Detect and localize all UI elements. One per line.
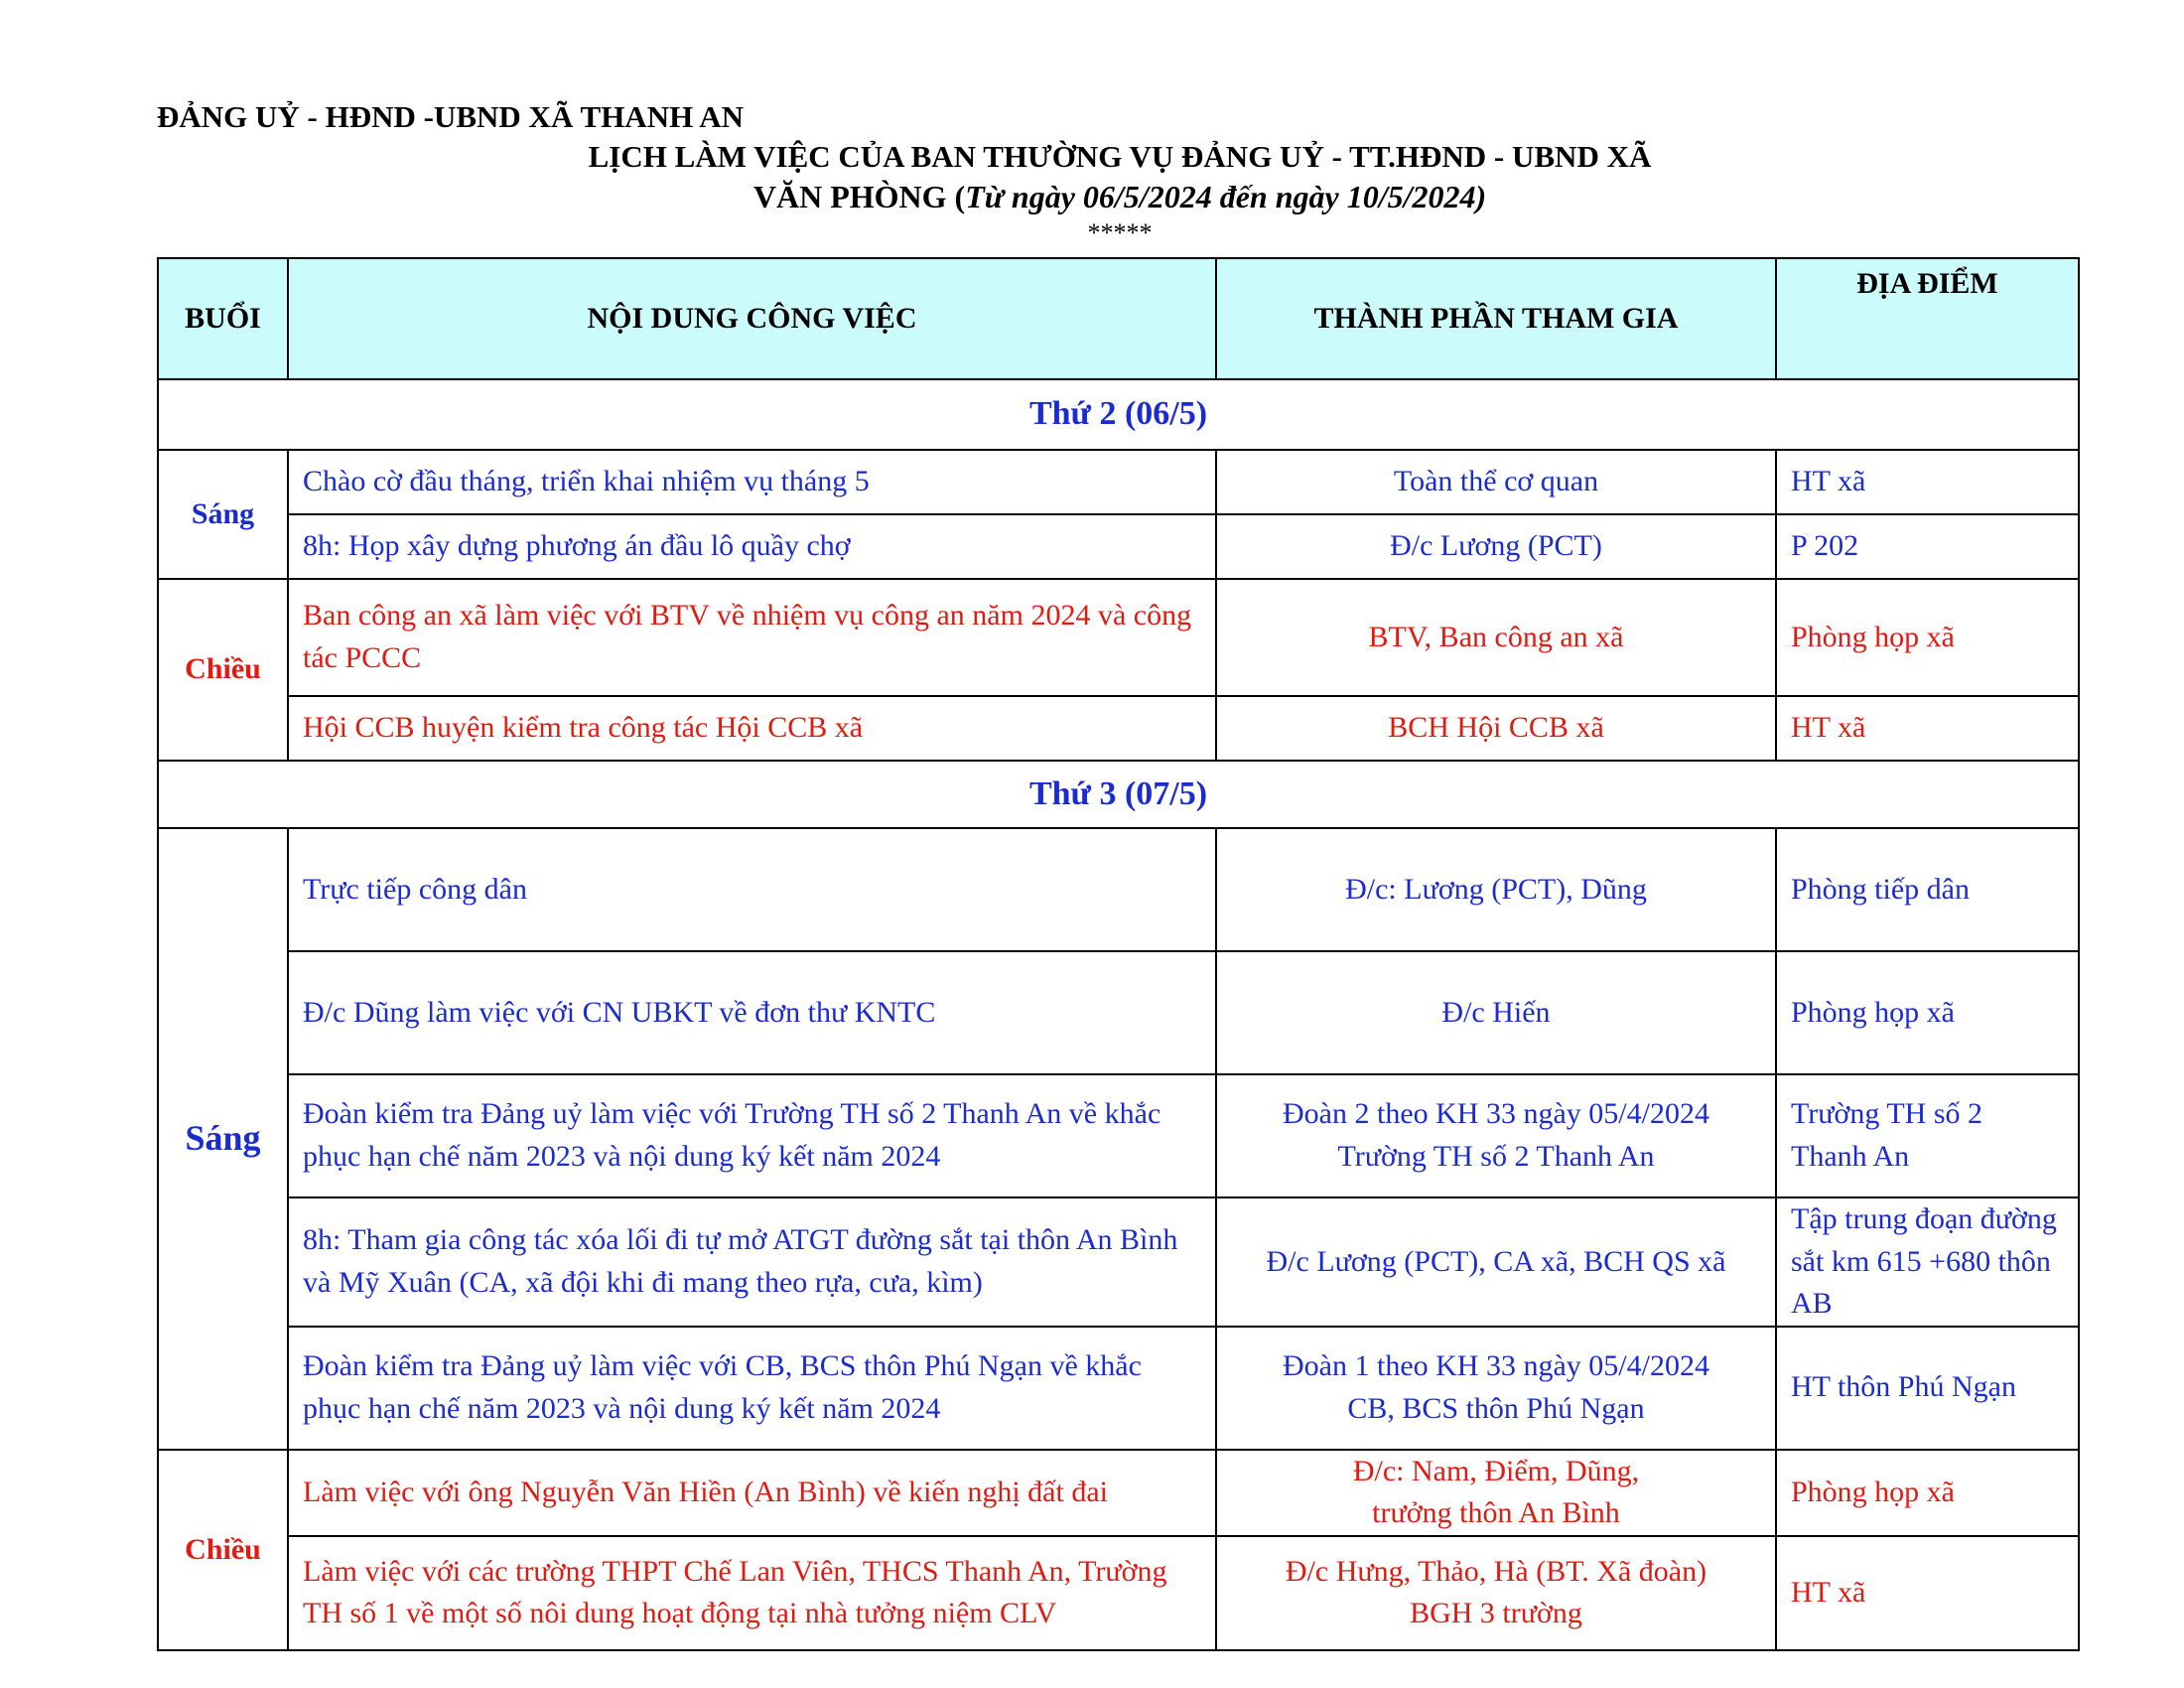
participants-line: BGH 3 trường [1410, 1597, 1582, 1630]
task-location: P 202 [1776, 514, 2079, 579]
day-row [158, 379, 2079, 450]
task-participants [1216, 1450, 1776, 1536]
session-afternoon: Chiều [158, 579, 288, 761]
table-row [158, 828, 2079, 951]
task-content: Ban công an xã làm việc với BTV về nhiệm vụ công an năm 2024 và công tác PCCC [288, 579, 1216, 696]
date-range: Từ ngày 06/5/2024 đến ngày 10/5/2024) [965, 179, 1487, 214]
day-label: Thứ 2 (06/5) [158, 379, 2079, 450]
column-header-session: BUỔI [158, 258, 288, 379]
participants-line: Đ/c: Nam, Điểm, Dũng, [1352, 1454, 1640, 1487]
table-row [158, 1536, 2079, 1650]
table-row [158, 514, 2079, 579]
subtitle-prefix: VĂN PHÒNG ( [752, 179, 966, 214]
task-content: Làm việc với ông Nguyễn Văn Hiền (An Bình) về kiến nghị đất đai [288, 1450, 1216, 1536]
table-row [158, 1074, 2079, 1197]
task-participants: BTV, Ban công an xã [1216, 579, 1776, 696]
column-header-content: NỘI DUNG CÔNG VIỆC [288, 258, 1216, 379]
task-participants: BCH Hội CCB xã [1216, 696, 1776, 761]
table-row [158, 1197, 2079, 1327]
table-row [158, 579, 2079, 696]
task-content: Trực tiếp công dân [288, 828, 1216, 951]
day-row [158, 761, 2079, 828]
task-location: Trường TH số 2 Thanh An [1776, 1074, 2079, 1197]
table-row [158, 696, 2079, 761]
task-participants [1216, 1536, 1776, 1650]
separator-stars: ***** [1087, 218, 1153, 247]
participants-line: Trường TH số 2 Thanh An [1337, 1140, 1655, 1173]
task-location: HT xã [1776, 696, 2079, 761]
participants-line: Đoàn 2 theo KH 33 ngày 05/4/2024 [1283, 1097, 1709, 1131]
schedule-subtitle [157, 179, 2083, 215]
schedule-table [157, 257, 2080, 1651]
session-morning: Sáng [158, 450, 288, 579]
task-location: Phòng họp xã [1776, 1450, 2079, 1536]
task-location: HT xã [1776, 1536, 2079, 1650]
task-participants [1216, 1074, 1776, 1197]
table-row [158, 1327, 2079, 1450]
column-header-participants: THÀNH PHẦN THAM GIA [1216, 258, 1776, 379]
task-content: 8h: Tham gia công tác xóa lối đi tự mở ATGT đường sắt tại thôn An Bình và Mỹ Xuân (CA, xã đội khi đi mang theo rựa, cưa, kìm) [288, 1197, 1216, 1327]
task-content: Chào cờ đầu tháng, triển khai nhiệm vụ tháng 5 [288, 450, 1216, 514]
schedule-title: LỊCH LÀM VIỆC CỦA BAN THƯỜNG VỤ ĐẢNG UỶ - TT.HĐND - UBND XÃ [588, 139, 1652, 174]
column-header-location: ĐỊA ĐIỂM [1776, 258, 2079, 379]
task-participants [1216, 1327, 1776, 1450]
task-participants: Toàn thể cơ quan [1216, 450, 1776, 514]
participants-line: Đoàn 1 theo KH 33 ngày 05/4/2024 [1283, 1349, 1709, 1383]
task-location: Phòng họp xã [1776, 579, 2079, 696]
task-content: Làm việc với các trường THPT Chế Lan Viên, THCS Thanh An, Trường TH số 1 về một số nôi dung hoạt động tại nhà tưởng niệm CLV [288, 1536, 1216, 1650]
session-morning: Sáng [158, 828, 288, 1450]
day-label: Thứ 3 (07/5) [158, 761, 2079, 828]
participants-line: trưởng thôn An Bình [1372, 1496, 1620, 1530]
table-header-row [158, 258, 2079, 379]
task-content: Đoàn kiểm tra Đảng uỷ làm việc với CB, BCS thôn Phú Ngạn về khắc phục hạn chế năm 2023 và nội dung ký kết năm 2024 [288, 1327, 1216, 1450]
task-content: 8h: Họp xây dựng phương án đầu lô quầy chợ [288, 514, 1216, 579]
task-location: Phòng họp xã [1776, 951, 2079, 1074]
task-participants: Đ/c: Lương (PCT), Dũng [1216, 828, 1776, 951]
organization-name: ĐẢNG UỶ - HĐND -UBND XÃ THANH AN [157, 99, 745, 134]
task-location: Phòng tiếp dân [1776, 828, 2079, 951]
participants-line: Đ/c Hưng, Thảo, Hà (BT. Xã đoàn) [1285, 1554, 1707, 1588]
table-row [158, 1450, 2079, 1536]
task-location: HT xã [1776, 450, 2079, 514]
table-row [158, 450, 2079, 514]
participants-line: CB, BCS thôn Phú Ngạn [1347, 1391, 1645, 1425]
task-location: HT thôn Phú Ngạn [1776, 1327, 2079, 1450]
session-afternoon: Chiều [158, 1450, 288, 1650]
task-location: Tập trung đoạn đường sắt km 615 +680 thôn AB [1776, 1197, 2079, 1327]
task-content: Hội CCB huyện kiểm tra công tác Hội CCB xã [288, 696, 1216, 761]
task-content: Đoàn kiểm tra Đảng uỷ làm việc với Trường TH số 2 Thanh An về khắc phục hạn chế năm 2023 và nội dung ký kết năm 2024 [288, 1074, 1216, 1197]
task-content: Đ/c Dũng làm việc với CN UBKT về đơn thư KNTC [288, 951, 1216, 1074]
task-participants: Đ/c Lương (PCT), CA xã, BCH QS xã [1216, 1197, 1776, 1327]
table-row [158, 951, 2079, 1074]
task-participants: Đ/c Lương (PCT) [1216, 514, 1776, 579]
task-participants: Đ/c Hiến [1216, 951, 1776, 1074]
